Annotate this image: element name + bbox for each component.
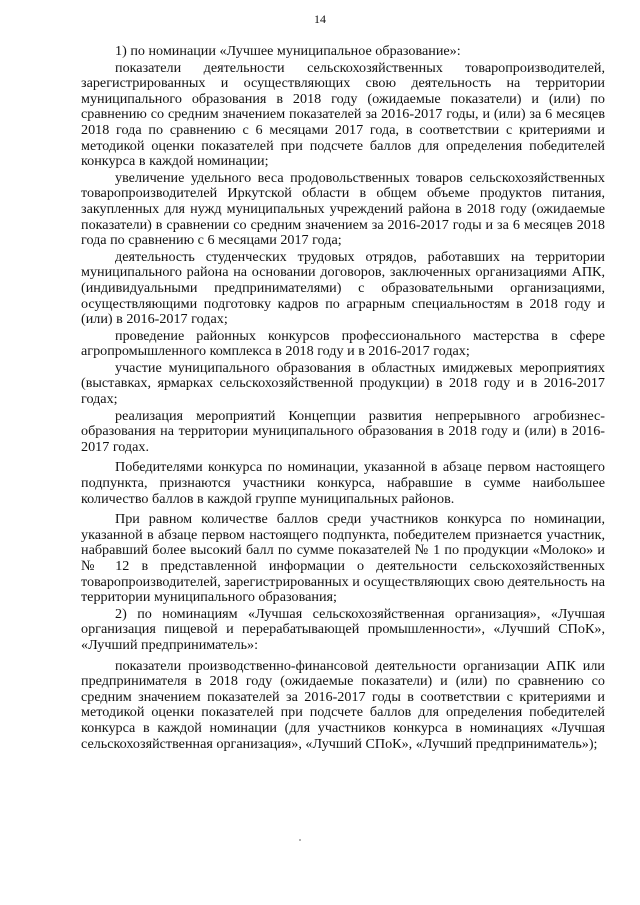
paragraph-exhibitions: участие муниципального образования в областных имиджевых мероприятиях (выставках, ярмарках сельскохозяйственной продукции) в 2018 году и в 2016-2017 годах;	[81, 359, 605, 408]
paragraph-winners: Победителями конкурса по номинации, указанной в абзаце первом настоящего подпункта, признаются участники конкурса, набравшие в сумме наибольшее количество баллов в каждой группе муниципальных районов.	[81, 459, 605, 507]
paragraph-criteria-indicators: показатели деятельности сельскохозяйственных товаропроизводителей, зарегистрированных и осуществляющих свою деятельность на территории муниципального образования в 2018 году (ожидаемые показатели) и (или) по сравнению со средним значением показателей за 2016-2017 годы, и (или) за 6 месяцев 2018 года по сравнению с 6 месяцами 2017 года, в соответствии с критериями и методикой оценки показателей при подсчете баллов для определения победителей конкурса в каждой номинации;	[81, 59, 605, 170]
paragraph-financial-indicators: показатели производственно-финансовой деятельности организации АПК или предпринимателя в 2018 году (ожидаемые показатели) и (или) по сравнению со средним значением показателей за 2016-2017 годы в соответствии с критериями и методикой оценки показателей при подсчете баллов для определения победителей конкурса в каждой номинации (для участников конкурса в номинациях «Лучшая сельскохозяйственная организация», «Лучший СПоК», «Лучший предприниматель»);	[81, 657, 605, 752]
paragraph-food-share: увеличение удельного веса продовольственных товаров сельскохозяйственных товаропроизводителей Иркутской области в общем объеме продуктов питания, закупленных для нужд муниципальных учреждений района в 2018 году (ожидаемые показатели) в сравнении со средним значением за 2016-2017 годы и за 6 месяцев 2018 года по сравнению с 6 месяцами 2017 года;	[81, 169, 605, 249]
paragraph-concept: реализация мероприятий Концепции развития непрерывного агробизнес-образования на территории муниципального образования в 2018 году и (или) в 2016-2017 годах.	[81, 407, 605, 455]
paragraph-tie-rule: При равном количестве баллов среди участников конкурса по номинации, указанной в абзаце первом настоящего подпункта, победителем признается участник, набравший более высокий балл по сумме показателей № 1 по продукции «Молоко» и № 12 в представленной информации о деятельности сельскохозяйственных товаропроизводителей, зарегистрированных и осуществляющих свою деятельность на территории муниципального образования;	[81, 511, 605, 606]
page-number: 14	[314, 12, 326, 26]
paragraph-student-teams: деятельность студенческих трудовых отрядов, работавших на территории муниципального района на основании договоров, заключенных организациями АПК, (индивидуальными предпринимателями) с образовательными организациями, осуществляющими подготовку кадров по аграрным специальностям в 2018 году и (или) в 2016-2017 годах;	[81, 248, 605, 328]
paragraph-contests: проведение районных конкурсов профессионального мастерства в сфере агропромышленного комплекса в 2018 году и в 2016-2017 годах;	[81, 327, 605, 360]
paragraph-nomination-2: 2) по номинациям «Лучшая сельскохозяйственная организация», «Лучшая организация пищевой и перерабатывающей промышленности», «Лучший СПоК», «Лучший предприниматель»:	[81, 605, 605, 653]
scan-speck	[299, 839, 301, 841]
paragraph-nomination-1: 1) по номинации «Лучшее муниципальное образование»:	[115, 43, 461, 59]
body-text	[81, 44, 605, 753]
